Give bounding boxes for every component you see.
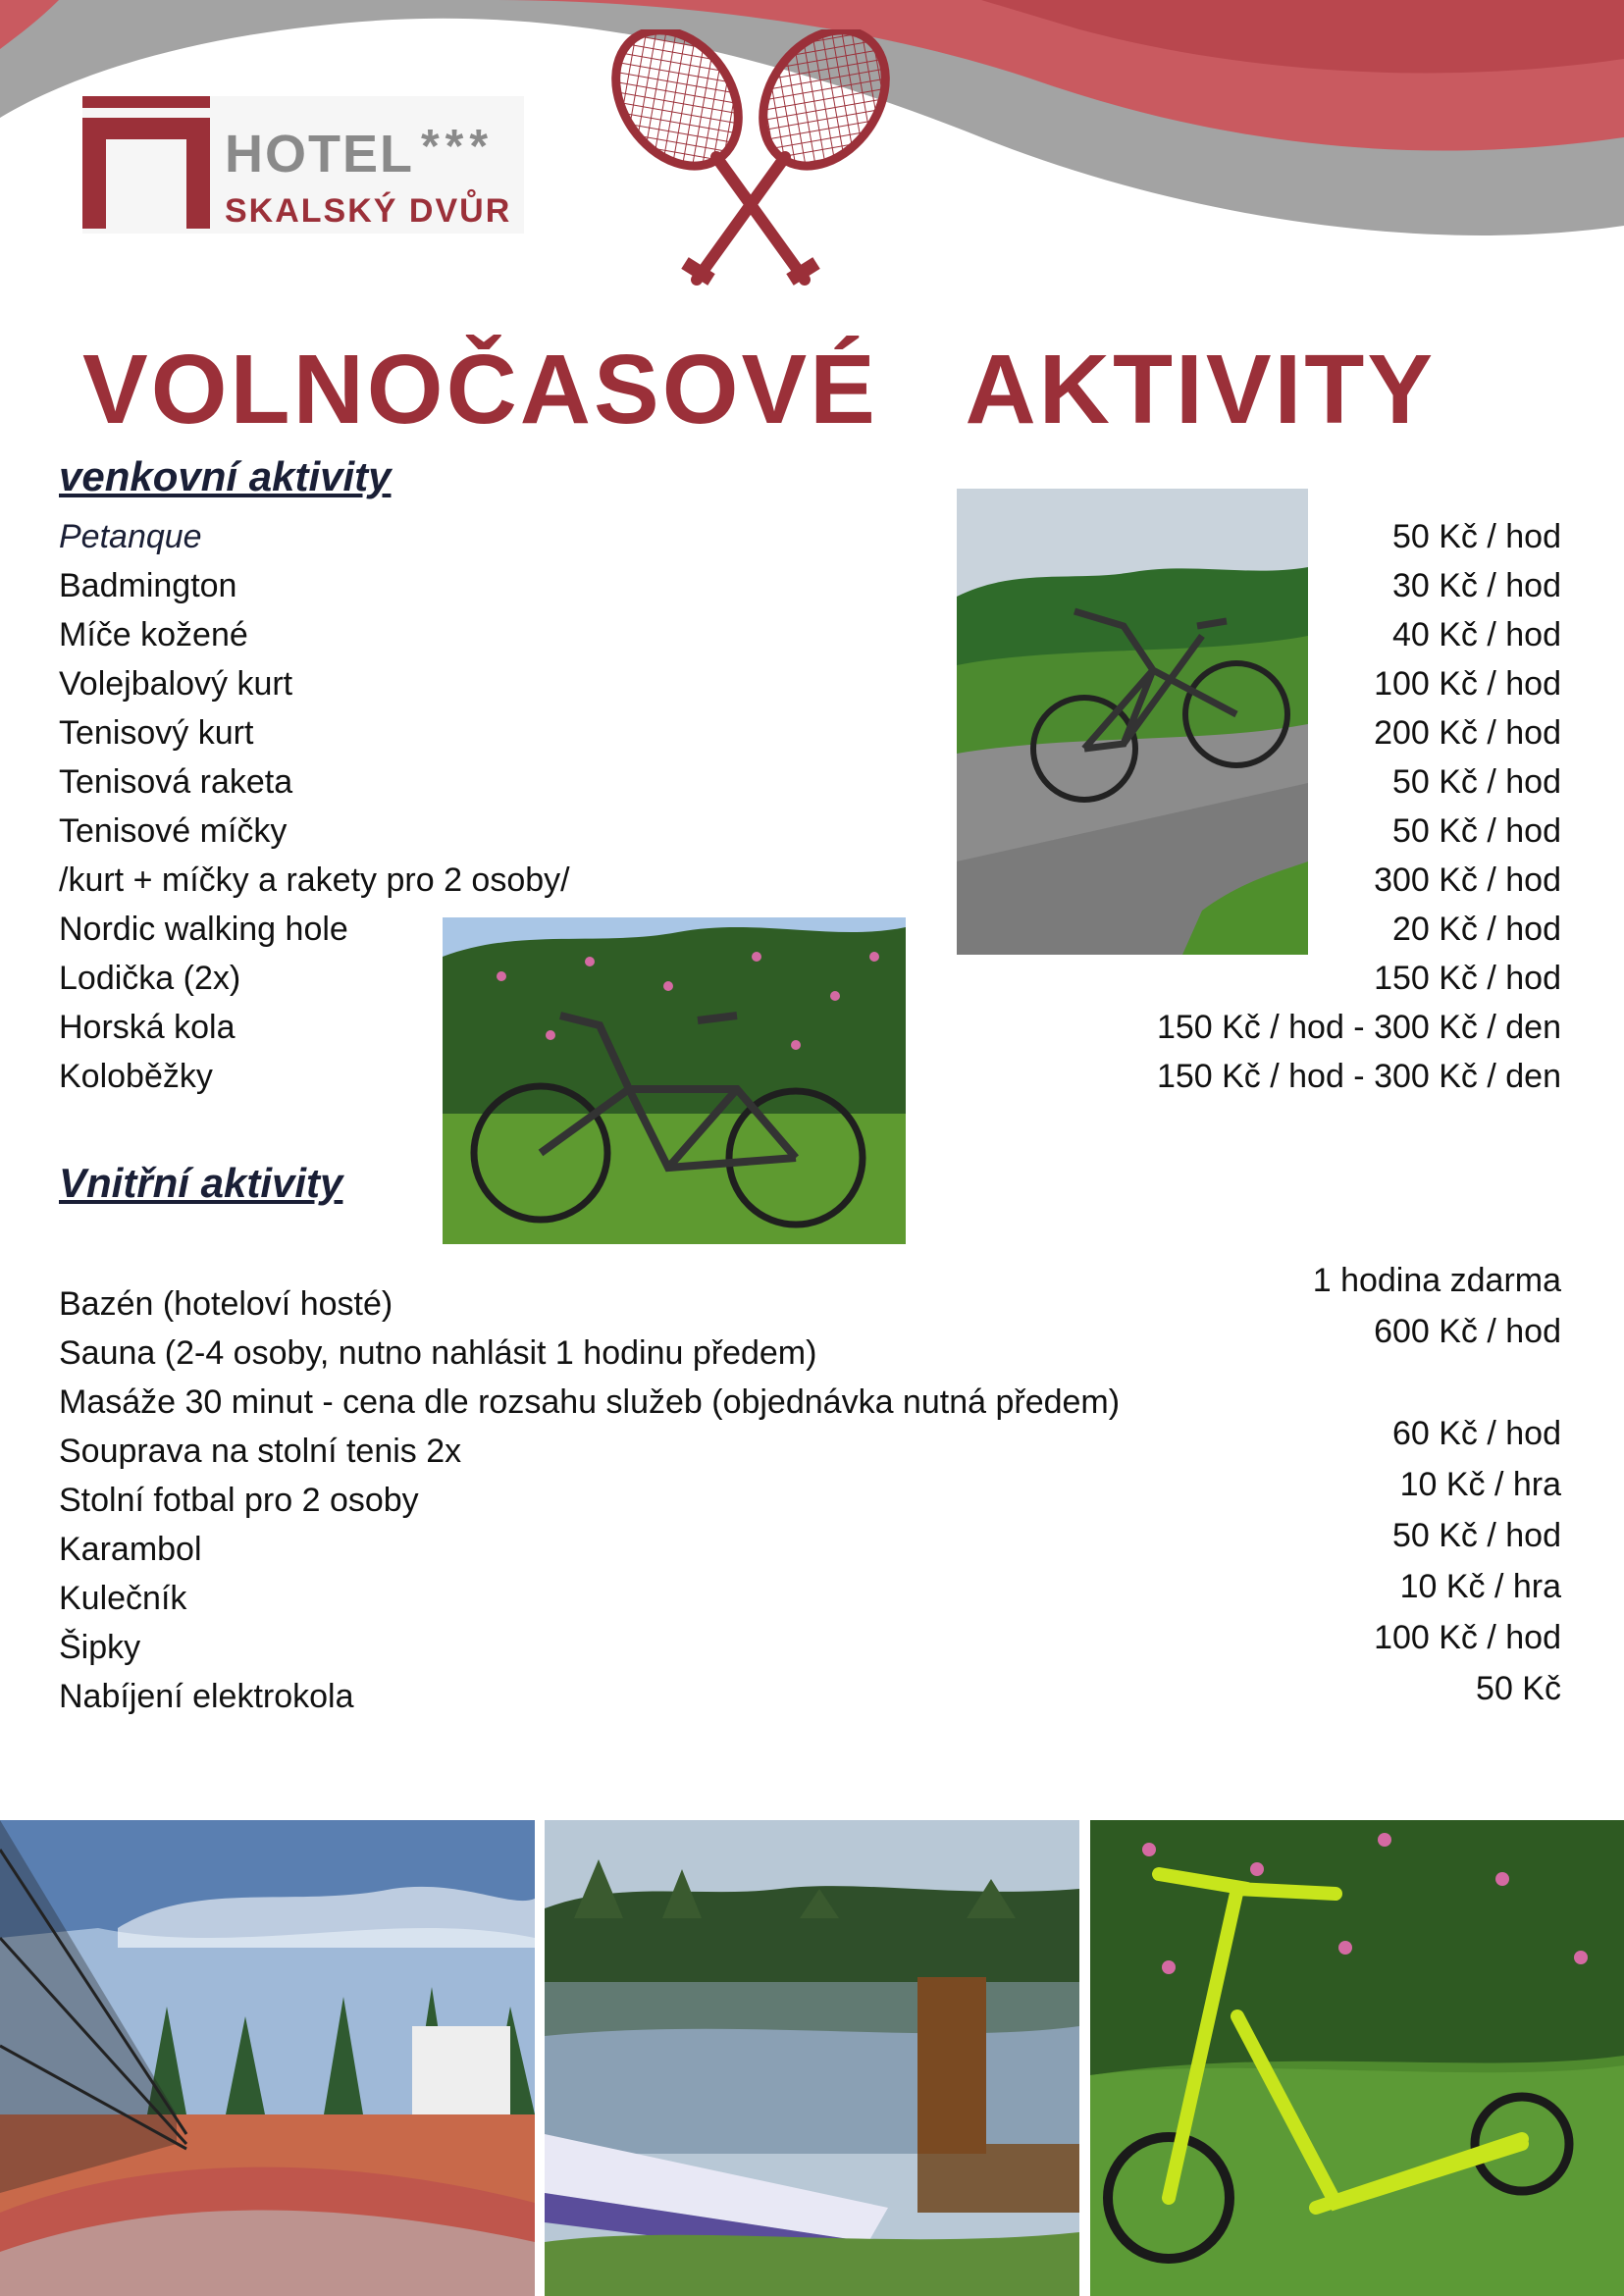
outdoor-item-price: 300 Kč / hod [1374,861,1561,899]
kick-scooter-photo [1090,1820,1624,2296]
outdoor-heading: venkovní aktivity [59,453,392,499]
outdoor-item-label: Míče kožené [59,616,248,653]
outdoor-item-label: Tenisová raketa [59,763,293,801]
tennis-rackets-icon [589,29,913,294]
page-title: VOLNOČASOVÉ AKTIVITY [82,335,1437,444]
tennis-court-photo [0,1820,535,2296]
outdoor-item-price: 150 Kč / hod - 300 Kč / den [1156,1058,1561,1095]
outdoor-item-label: Nordic walking hole [59,911,348,948]
indoor-item-label: Bazén (hoteloví hosté) [59,1285,393,1323]
outdoor-item-label: Lodička (2x) [59,960,241,997]
indoor-item-price: 10 Kč / hra [1399,1568,1561,1605]
indoor-item-label: Kulečník [59,1580,187,1617]
indoor-item-price: 10 Kč / hra [1399,1466,1561,1503]
indoor-item-price: 60 Kč / hod [1391,1415,1561,1452]
indoor-item-price: 50 Kč [1476,1670,1561,1707]
outdoor-item-price: 50 Kč / hod [1391,518,1561,555]
indoor-item-label: Masáže 30 minut - cena dle rozsahu služeb (objednávka nutná předem) [59,1383,1121,1421]
outdoor-item-label: /kurt + míčky a rakety pro 2 osoby/ [59,861,570,899]
outdoor-item-label: Petanque [59,518,202,555]
outdoor-item-price: 20 Kč / hod [1391,911,1561,948]
lake-boat-photo [545,1820,1079,2296]
outdoor-item-price: 30 Kč / hod [1391,567,1561,604]
outdoor-item-label: Tenisové míčky [59,812,288,850]
outdoor-item-price: 100 Kč / hod [1374,665,1561,703]
outdoor-item-label: Tenisový kurt [59,714,254,752]
logo-stars: *** [421,121,495,173]
bike-path-photo [957,489,1308,955]
outdoor-item-price: 150 Kč / hod [1374,960,1561,997]
logo-word-name: SKALSKÝ DVŮR [225,192,512,230]
outdoor-item-price: 200 Kč / hod [1374,714,1561,752]
hotel-logo [82,96,524,234]
bike-roses-photo [443,917,906,1244]
indoor-item-label: Sauna (2-4 osoby, nutno nahlásit 1 hodinu předem) [59,1334,817,1372]
indoor-item-label: Nabíjení elektrokola [59,1678,354,1715]
indoor-item-price: 100 Kč / hod [1374,1619,1561,1656]
indoor-item-price: 50 Kč / hod [1391,1517,1561,1554]
indoor-heading: Vnitřní aktivity [59,1160,343,1206]
indoor-item-label: Karambol [59,1531,202,1568]
logo-mark-icon [82,96,210,229]
outdoor-item-label: Volejbalový kurt [59,665,293,703]
outdoor-item-label: Koloběžky [59,1058,213,1095]
logo-word-hotel: HOTEL [225,125,414,183]
outdoor-item-label: Horská kola [59,1009,236,1046]
indoor-item-label: Stolní fotbal pro 2 osoby [59,1482,419,1519]
indoor-item-label: Šipky [59,1629,141,1666]
outdoor-item-price: 150 Kč / hod - 300 Kč / den [1156,1009,1561,1046]
outdoor-item-price: 50 Kč / hod [1391,812,1561,850]
outdoor-item-price: 40 Kč / hod [1391,616,1561,653]
indoor-item-price: 1 hodina zdarma [1312,1262,1561,1299]
indoor-item-price: 600 Kč / hod [1374,1313,1561,1350]
indoor-item-label: Souprava na stolní tenis 2x [59,1433,462,1470]
outdoor-item-price: 50 Kč / hod [1391,763,1561,801]
outdoor-item-label: Badmington [59,567,237,604]
